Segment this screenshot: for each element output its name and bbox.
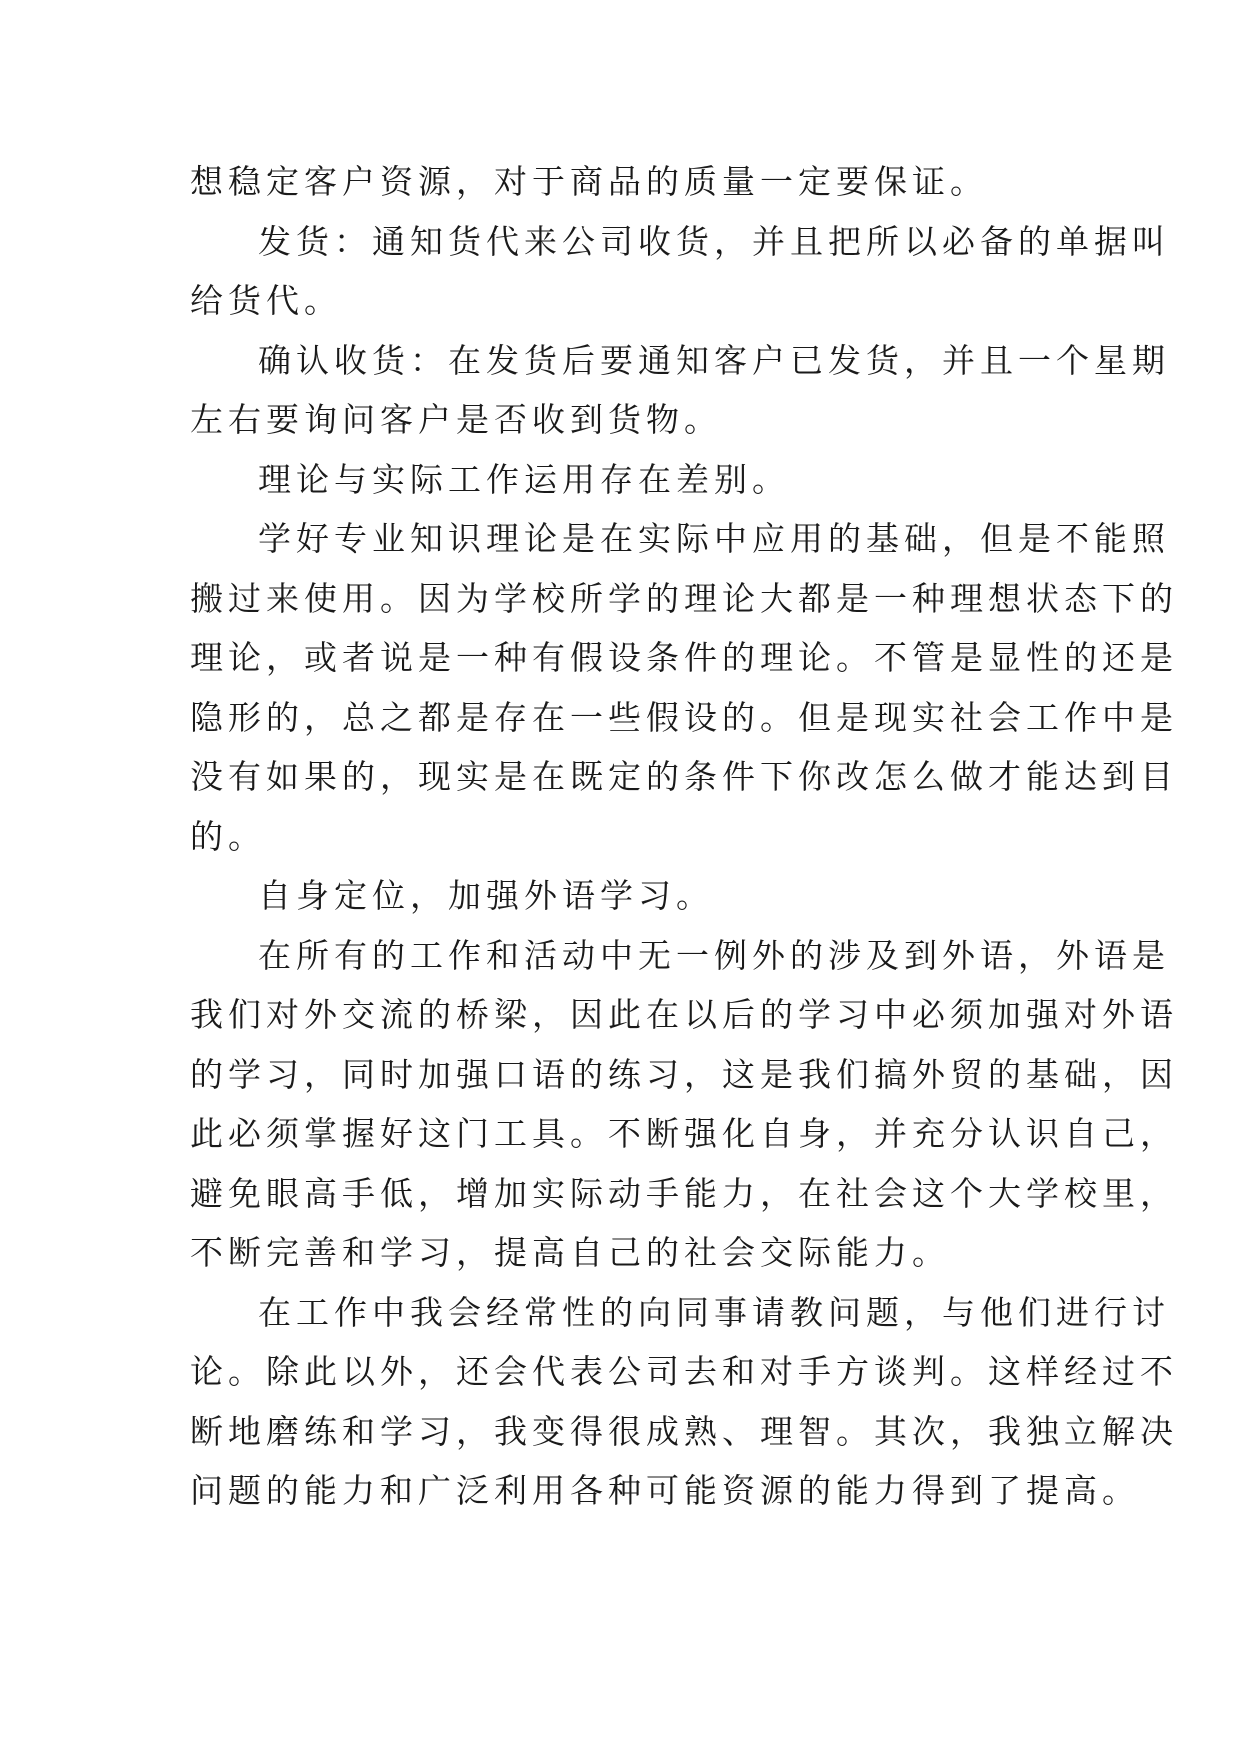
text-line: 问题的能力和广泛利用各种可能资源的能力得到了提高。 xyxy=(190,1471,1140,1510)
text-line: 没有如果的，现实是在既定的条件下你改怎么做才能达到目 xyxy=(190,757,1178,796)
text-line: 断地磨练和学习，我变得很成熟、理智。其次，我独立解决 xyxy=(190,1411,1178,1451)
text-line: 自身定位，加强外语学习。 xyxy=(258,876,714,915)
text-line: 我们对外交流的桥梁，因此在以后的学习中必须加强对外语 xyxy=(190,995,1178,1034)
text-line: 理论，或者说是一种有假设条件的理论。不管是显性的还是 xyxy=(190,638,1178,677)
text-line: 学好专业知识理论是在实际中应用的基础，但是不能照 xyxy=(258,519,1170,558)
text-line: 发货：通知货代来公司收货，并且把所以必备的单据叫 xyxy=(258,221,1170,261)
text-line: 确认收货：在发货后要通知客户已发货，并且一个星期 xyxy=(258,340,1170,380)
text-line: 避免眼高手低，增加实际动手能力，在社会这个大学校里， xyxy=(190,1173,1178,1213)
text-line: 理论与实际工作运用存在差别。 xyxy=(258,459,790,499)
text-line: 给货代。 xyxy=(190,281,342,320)
text-line: 想稳定客户资源，对于商品的质量一定要保证。 xyxy=(190,162,988,201)
text-line: 隐形的，总之都是存在一些假设的。但是现实社会工作中是 xyxy=(190,697,1178,737)
text-line: 左右要询问客户是否收到货物。 xyxy=(190,400,722,439)
text-line: 论。除此以外，还会代表公司去和对手方谈判。这样经过不 xyxy=(190,1352,1178,1391)
text-line: 此必须掌握好这门工具。不断强化自身，并充分认识自己， xyxy=(190,1114,1178,1153)
document-body xyxy=(190,152,1178,1521)
text-line: 在所有的工作和活动中无一例外的涉及到外语，外语是 xyxy=(258,935,1170,975)
text-line: 搬过来使用。因为学校所学的理论大都是一种理想状态下的 xyxy=(190,578,1178,618)
text-line: 不断完善和学习，提高自己的社会交际能力。 xyxy=(190,1233,950,1272)
text-line: 的。 xyxy=(190,816,266,856)
text-line: 在工作中我会经常性的向同事请教问题，与他们进行讨 xyxy=(258,1292,1170,1332)
text-line: 的学习，同时加强口语的练习，这是我们搞外贸的基础，因 xyxy=(190,1054,1178,1094)
